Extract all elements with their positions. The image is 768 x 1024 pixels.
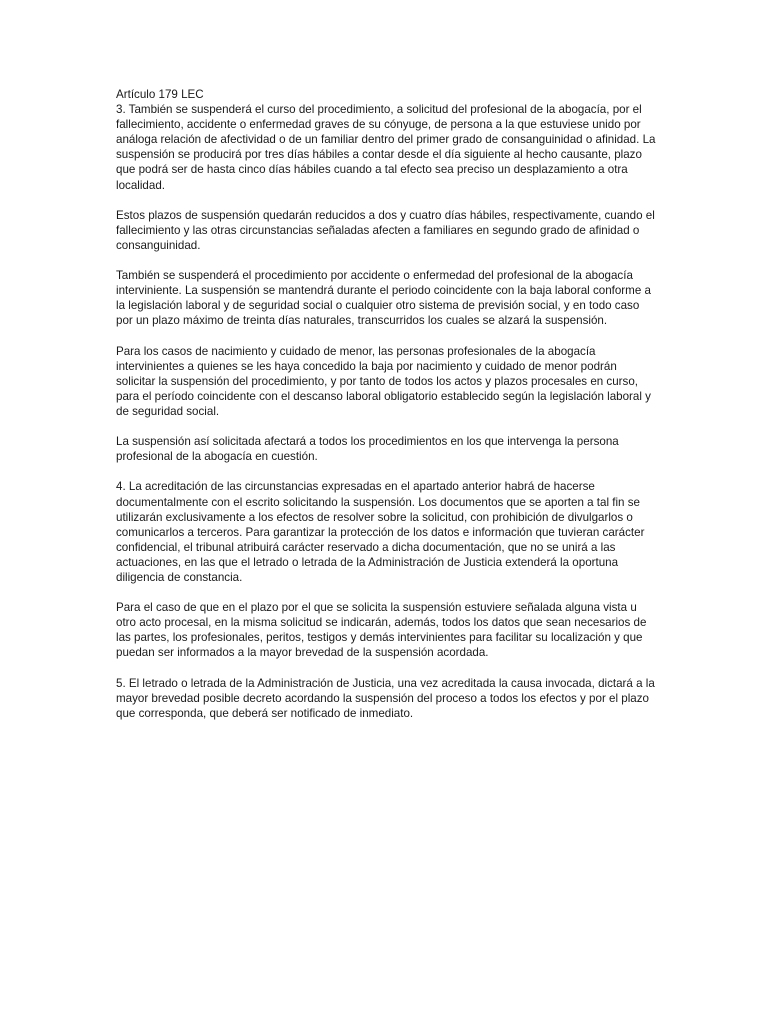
paragraph-reduced-deadlines: Estos plazos de suspensión quedarán reducidos a dos y cuatro días hábiles, respectivamente, cuando el fallecimiento y las otras circunstancias señaladas afecten a familiares en segundo grado de afinidad o consanguinidad.: [116, 208, 655, 252]
paragraph-illness-suspension: También se suspenderá el procedimiento por accidente o enfermedad del profesional de la abogacía interviniente. La suspensión se mantendrá durante el periodo coincidente con la baja laboral conforme a la legislación laboral y de seguridad social o cualquier otro sistema de previsión social, y en todo caso por un plazo máximo de treinta días naturales, transcurridos los cuales se alzará la suspensión.: [116, 269, 651, 328]
article-heading: Artículo 179 LEC: [116, 88, 204, 101]
paragraph-birth-care-suspension: Para los casos de nacimiento y cuidado de menor, las personas profesionales de la abogacía intervinientes a quienes se les haya concedido la baja por nacimiento y cuidado de menor podrán solicitar la suspensión del procedimiento, y por tanto de todos los actos y plazos procesales en curso, para el período coincidente con el descanso laboral obligatorio establecido según la legislación laboral y de seguridad social.: [116, 344, 651, 418]
paragraph-scheduled-hearing: Para el caso de que en el plazo por el que se solicita la suspensión estuviere señalada alguna vista u otro acto procesal, en la misma solicitud se indicarán, además, todos los datos que sean necesarios de las partes, los profesionales, peritos, testigos y demás intervinientes para facilitar su localización y que puedan ser informados a la mayor brevedad de la suspensión acordada.: [116, 601, 647, 660]
paragraph-scope: La suspensión así solicitada afectará a todos los procedimientos en los que intervenga la persona profesional de la abogacía en cuestión.: [116, 435, 619, 464]
paragraph-section-5: 5. El letrado o letrada de la Administración de Justicia, una vez acreditada la causa invocada, dictará a la mayor brevedad posible decreto acordando la suspensión del proceso a todos los efectos y por el plazo que corresponda, que deberá ser notificado de inmediato.: [116, 676, 655, 720]
paragraph-section-4: 4. La acreditación de las circunstancias expresadas en el apartado anterior habrá de hacerse documentalmente con el escrito solicitando la suspensión. Los documentos que se aporten a tal fin se utilizarán exclusivamente a los efectos de resolver sobre la solicitud, con prohibición de divulgarlos o comunicarlos a terceros. Para garantizar la protección de los datos e información que tuvieran carácter confidencial, el tribunal atribuirá carácter reservado a dicha documentación, que no se unirá a las actuaciones, en las que el letrado o letrada de la Administración de Justicia extenderá la oportuna diligencia de constancia.: [116, 480, 645, 584]
paragraph-section-3: 3. También se suspenderá el curso del procedimiento, a solicitud del profesional de la abogacía, por el fallecimiento, accidente o enfermedad graves de su cónyuge, de persona a la que estuviese unido por análoga relación de afectividad o de un familiar dentro del primer grado de consanguinidad o afinidad. La suspensión se producirá por tres días hábiles a contar desde el día siguiente al hecho causante, plazo que podrá ser de hasta cinco días hábiles cuando a tal efecto sea preciso un desplazamiento a otra localidad.: [116, 103, 656, 192]
document-body: [116, 87, 656, 736]
